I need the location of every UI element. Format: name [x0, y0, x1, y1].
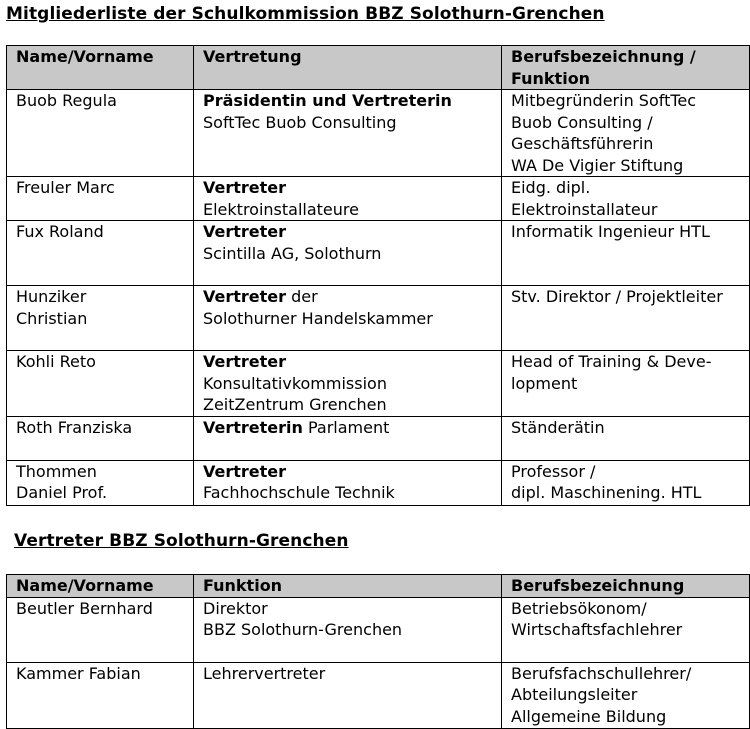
vertretung-role: Vertreter [203, 461, 287, 481]
name-line: Roth Franziska [16, 417, 133, 437]
member-name [7, 416, 194, 460]
member-row [7, 416, 750, 460]
section-subtitle: Vertreter BBZ Solothurn-Grenchen [14, 531, 349, 551]
job-line: Eidg. dipl. [511, 178, 591, 197]
job-line: Mitbegründerin SoftTec [511, 91, 697, 110]
job-line: Allgemeine Bildung [511, 706, 667, 726]
vertretung-line [203, 177, 495, 199]
name-line: Beutler Bernhard [16, 598, 153, 618]
vertretung-line: SoftTec Buob Consulting [203, 112, 397, 132]
member-vertretung [194, 416, 502, 460]
vertretung-role: Vertreter [203, 352, 287, 371]
name-line: Daniel Prof. [16, 483, 108, 502]
job-line: Informatik Ingenieur HTL [511, 222, 710, 241]
funktion-line: Lehrervertreter [203, 663, 326, 683]
member-berufsbezeichnung [502, 177, 750, 221]
job-line: Geschäftsführerin [511, 134, 654, 153]
staff-name [7, 597, 194, 662]
name-line: Buob Regula [16, 91, 117, 110]
job-line: Wirtschaftsfachlehrer [511, 620, 683, 639]
vertretung-role: Vertreterin [203, 417, 303, 437]
member-vertretung [194, 221, 502, 286]
header-funktion: Funktion [194, 575, 502, 598]
member-vertretung [194, 90, 502, 177]
member-berufsbezeichnung [502, 221, 750, 286]
vertretung-line [203, 461, 495, 483]
job-line: Head of Training & Deve- [511, 352, 712, 371]
vertretung-line [203, 417, 495, 439]
job-line: lopment [511, 373, 578, 393]
member-row [7, 221, 750, 286]
job-line: WA De Vigier Stiftung [511, 155, 684, 175]
vertretung-line: Scintilla AG, Solothurn [203, 243, 382, 263]
job-line: Buob Consulting / [511, 112, 653, 132]
vertretung-line [203, 351, 495, 373]
job-line: Professor / [511, 461, 596, 481]
vertretung-detail: der [286, 287, 318, 306]
vertretung-line: Elektroinstallateure [203, 199, 359, 219]
member-vertretung [194, 177, 502, 221]
members-header-row [7, 46, 750, 90]
job-line: Berufsfachschullehrer/ [511, 663, 692, 683]
job-line: Ständerätin [511, 417, 605, 437]
member-row [7, 351, 750, 417]
member-berufsbezeichnung [502, 460, 750, 505]
member-berufsbezeichnung [502, 351, 750, 417]
vertretung-line: ZeitZentrum Grenchen [203, 395, 387, 414]
staff-table [6, 574, 750, 729]
staff-berufsbezeichnung [502, 597, 750, 662]
vertretung-line: Fachhochschule Technik [203, 483, 395, 502]
member-row [7, 286, 750, 351]
members-table [6, 45, 750, 506]
member-name [7, 90, 194, 177]
vertretung-line: Konsultativkommission [203, 373, 387, 393]
job-line: dipl. Maschinening. HTL [511, 483, 702, 502]
job-line: Abteilungsleiter [511, 685, 638, 704]
job-line: Betriebsökonom/ [511, 598, 647, 618]
member-vertretung [194, 286, 502, 351]
name-line: Hunziker [16, 287, 87, 306]
member-name [7, 286, 194, 351]
member-row [7, 460, 750, 505]
member-name [7, 351, 194, 417]
staff-berufsbezeichnung [502, 662, 750, 728]
vertretung-role: Präsidentin und Vertreterin [203, 91, 452, 110]
member-berufsbezeichnung [502, 286, 750, 351]
vertretung-line: Solothurner Handelskammer [203, 308, 433, 328]
job-line: Elektroinstallateur [511, 199, 658, 219]
vertretung-role: Vertreter [203, 222, 287, 241]
job-line: Stv. Direktor / Projektleiter [511, 287, 723, 306]
member-berufsbezeichnung [502, 416, 750, 460]
name-line: Fux Roland [16, 222, 104, 241]
member-name [7, 221, 194, 286]
funktion-line: Direktor [203, 598, 268, 618]
name-line: Kammer Fabian [16, 663, 141, 683]
header-berufsbezeichnung: Berufsbezeichnung / Funktion [502, 46, 750, 90]
member-name [7, 177, 194, 221]
staff-funktion [194, 597, 502, 662]
funktion-line: BBZ Solothurn-Grenchen [203, 620, 403, 639]
vertretung-role: Vertreter [203, 287, 287, 306]
header-name: Name/Vorname [7, 575, 194, 598]
staff-header-row [7, 575, 750, 598]
header-vertretung: Vertretung [194, 46, 502, 90]
header-name: Name/Vorname [7, 46, 194, 90]
name-line: Thommen [16, 461, 97, 481]
member-vertretung [194, 460, 502, 505]
vertretung-line [203, 286, 495, 308]
vertretung-role: Vertreter [203, 178, 287, 197]
staff-funktion [194, 662, 502, 728]
name-line: Christian [16, 308, 88, 328]
staff-row [7, 662, 750, 728]
staff-row [7, 597, 750, 662]
member-vertretung [194, 351, 502, 417]
header-berufsbezeichnung: Berufsbezeichnung [502, 575, 750, 598]
member-berufsbezeichnung [502, 90, 750, 177]
vertretung-line [203, 221, 495, 243]
name-line: Kohli Reto [16, 352, 96, 371]
member-row [7, 177, 750, 221]
staff-name [7, 662, 194, 728]
vertretung-detail: Parlament [302, 417, 390, 437]
vertretung-line [203, 90, 495, 112]
page-title: Mitgliederliste der Schulkommission BBZ Solothurn-Grenchen [6, 4, 605, 24]
name-line: Freuler Marc [16, 178, 115, 197]
member-name [7, 460, 194, 505]
member-row [7, 90, 750, 177]
